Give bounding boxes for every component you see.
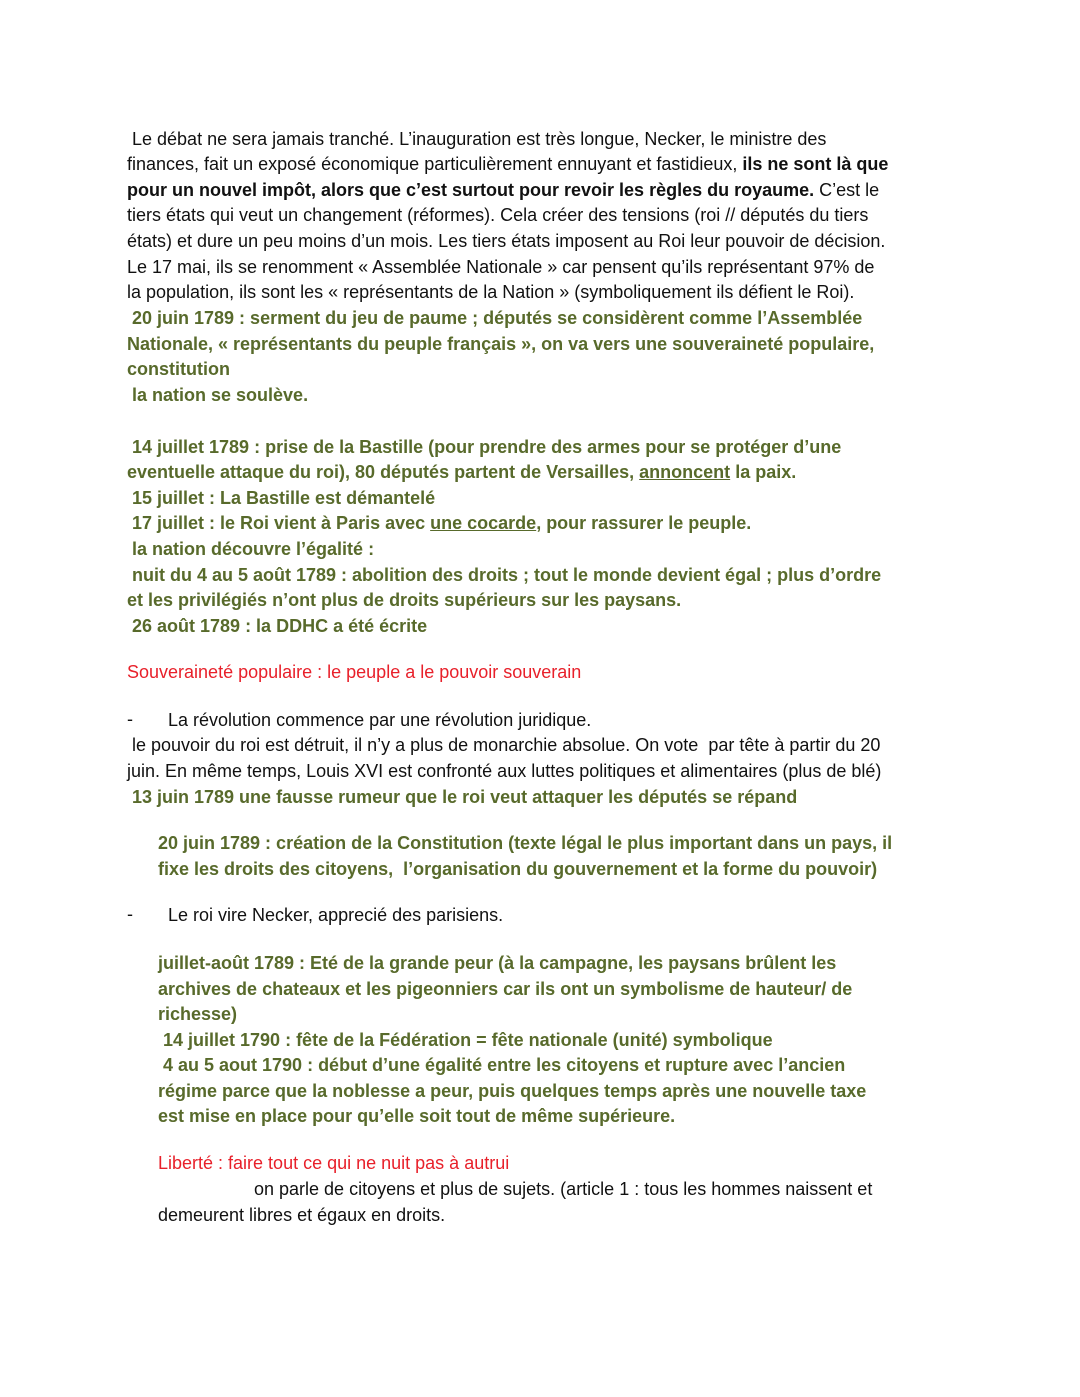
date-event-text: 14 juillet 1789 : prise de la Bastille (pour prendre des armes pour se protéger d’une [127, 437, 842, 457]
date-event-text: 15 juillet : La Bastille est démantelé [127, 488, 436, 508]
text-line [127, 153, 888, 175]
date-event-text: , pour rassurer le peuple. [536, 513, 752, 533]
text-line [127, 333, 874, 355]
body-text: juin. En même temps, Louis XVI est confronté aux luttes politiques et alimentaires (plus de blé) [127, 761, 882, 781]
date-event-text: 26 août 1789 : la DDHC a été écrite [127, 616, 428, 636]
list-bullet: - [127, 709, 133, 729]
date-event-text: annoncent [639, 462, 731, 482]
text-line [254, 1178, 872, 1200]
text-line [127, 179, 879, 201]
body-text: Le roi vire Necker, apprecié des parisiens. [168, 905, 504, 925]
list-bullet: - [127, 904, 133, 924]
body-text: Le débat ne sera jamais tranché. L’inauguration est très longue, Necker, le ministre des [127, 129, 827, 149]
text-line [158, 952, 836, 974]
body-text: tiers états qui veut un changement (réformes). Cela créer des tensions (roi // députés du tiers [127, 205, 869, 225]
text-line [127, 786, 797, 808]
text-line [127, 256, 874, 278]
text-line [127, 512, 751, 534]
text-line [158, 978, 852, 1000]
date-event-text: Nationale, « représentants du peuple français », on va vers une souveraineté populaire, [127, 334, 875, 354]
body-text: finances, fait un exposé économique particulièrement ennuyant et fastidieux, [127, 154, 743, 174]
text-line [127, 760, 881, 782]
date-event-text: nuit du 4 au 5 août 1789 : abolition des droits ; tout le monde devient égal ; plus d’ordre [127, 565, 882, 585]
definition-text: Souveraineté populaire : le peuple a le pouvoir souverain [127, 662, 582, 682]
date-event-text: constitution [127, 359, 230, 379]
definition-text: Liberté : faire tout ce qui ne nuit pas à autrui [158, 1153, 510, 1173]
body-text: Le 17 mai, ils se renomment « Assemblée Nationale » car pensent qu’ils représentant 97% de [127, 257, 875, 277]
date-event-text: la nation découvre l’égalité : [127, 539, 375, 559]
date-event-text: 4 au 5 aout 1790 : début d’une égalité entre les citoyens et rupture avec l’ancien [158, 1055, 846, 1075]
date-event-text: 20 juin 1789 : création de la Constitution (texte légal le plus important dans un pays, il [158, 833, 893, 853]
text-line [127, 734, 880, 756]
date-event-text: une cocarde [430, 513, 537, 533]
text-line [158, 858, 877, 880]
bold-text: pour un nouvel impôt, alors que c’est surtout pour revoir les règles du royaume. [127, 180, 815, 200]
date-event-text: la paix. [730, 462, 797, 482]
date-event-text: richesse) [158, 1004, 238, 1024]
text-line [127, 487, 435, 509]
date-event-text: la nation se soulève. [127, 385, 309, 405]
text-line [127, 661, 581, 683]
body-text: La révolution commence par une révolution juridique. [168, 710, 592, 730]
date-event-text: fixe les droits des citoyens, l’organisation du gouvernement et la forme du pouvoir) [158, 859, 878, 879]
date-event-text: est mise en place pour qu’elle soit tout de même supérieure. [158, 1106, 676, 1126]
text-line [127, 589, 681, 611]
body-text: on parle de citoyens et plus de sujets. (article 1 : tous les hommes naissent et [254, 1179, 873, 1199]
text-line [127, 615, 427, 637]
text-line [158, 1054, 845, 1076]
body-text: états) et dure un peu moins d’un mois. Les tiers états imposent au Roi leur pouvoir de décision. [127, 231, 886, 251]
text-line [168, 709, 591, 731]
date-event-text: 20 juin 1789 : serment du jeu de paume ; députés se considèrent comme l’Assemblée [127, 308, 863, 328]
text-line [127, 461, 796, 483]
text-line [127, 230, 885, 252]
text-line [127, 538, 374, 560]
date-event-text: 14 juillet 1790 : fête de la Fédération = fête nationale (unité) symbolique [158, 1030, 773, 1050]
date-event-text: 13 juin 1789 une fausse rumeur que le roi veut attaquer les députés se répand [127, 787, 798, 807]
text-line [127, 564, 881, 586]
text-line [127, 384, 308, 406]
text-line [158, 1204, 445, 1226]
body-text: demeurent libres et égaux en droits. [158, 1205, 446, 1225]
date-event-text: juillet-août 1789 : Eté de la grande peur (à la campagne, les paysans brûlent les [158, 953, 837, 973]
text-line [158, 1080, 866, 1102]
date-event-text: régime parce que la noblesse a peur, puis quelques temps après une nouvelle taxe [158, 1081, 867, 1101]
text-line [127, 128, 826, 150]
body-text: C’est le [814, 180, 880, 200]
body-text: la population, ils sont les « représentants de la Nation » (symboliquement ils défient le Roi). [127, 282, 855, 302]
text-line [127, 204, 868, 226]
text-line [158, 1003, 237, 1025]
date-event-text: 17 juillet : le Roi vient à Paris avec [127, 513, 431, 533]
date-event-text: eventuelle attaque du roi), 80 députés partent de Versailles, [127, 462, 640, 482]
text-line [168, 904, 503, 926]
body-text: le pouvoir du roi est détruit, il n’y a plus de monarchie absolue. On vote par tête à partir du 20 [127, 735, 881, 755]
text-line [158, 1105, 675, 1127]
text-line [158, 1029, 773, 1051]
text-line [127, 358, 230, 380]
text-line [158, 1152, 509, 1174]
date-event-text: et les privilégiés n’ont plus de droits supérieurs sur les paysans. [127, 590, 682, 610]
text-line [127, 307, 862, 329]
text-line [127, 436, 841, 458]
date-event-text: archives de chateaux et les pigeonniers car ils ont un symbolisme de hauteur/ de [158, 979, 853, 999]
bold-text: ils ne sont là que [742, 154, 889, 174]
text-line [127, 281, 854, 303]
text-line [158, 832, 892, 854]
